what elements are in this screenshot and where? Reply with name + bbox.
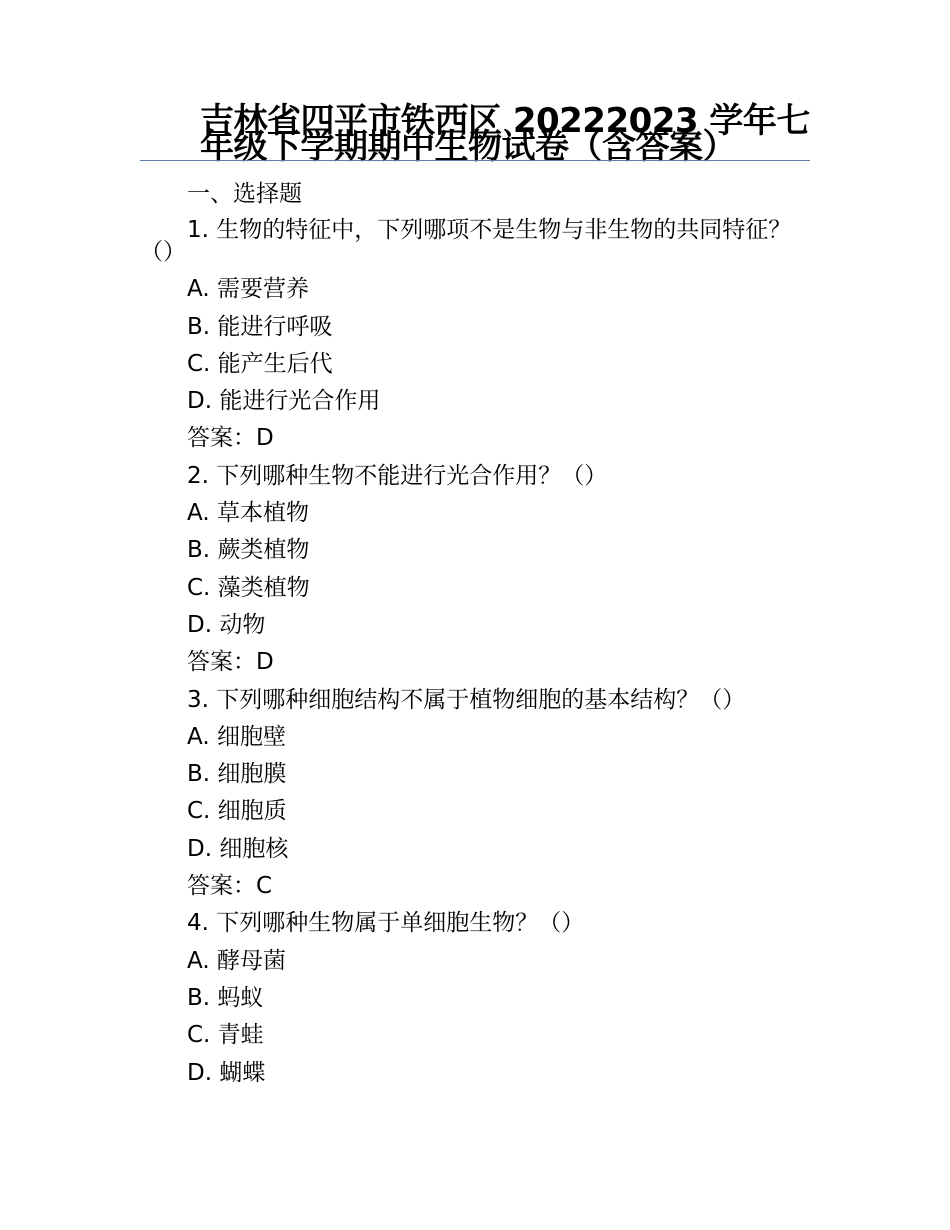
- section-heading: 一、选择题: [187, 181, 302, 207]
- option-1d: D. 能进行光合作用: [187, 388, 381, 415]
- option-1b: B. 能进行呼吸: [187, 313, 333, 340]
- question-stem-3: 3. 下列哪种细胞结构不属于植物细胞的基本结构？（）: [187, 686, 746, 713]
- option-3a: A. 细胞壁: [187, 723, 286, 750]
- option-4d: D. 蝴蝶: [187, 1059, 266, 1086]
- answer-2: 答案：D: [187, 649, 274, 676]
- option-4c: C. 青蛙: [187, 1022, 264, 1049]
- option-3b: B. 细胞膜: [187, 761, 287, 788]
- option-3d: D. 细胞核: [187, 835, 289, 862]
- question-stem-2: 2. 下列哪种生物不能进行光合作用？（）: [187, 462, 608, 489]
- title-underline: [140, 160, 810, 161]
- document-body: [140, 176, 810, 1092]
- answer-1: 答案：D: [187, 425, 274, 452]
- option-2b: B. 蕨类植物: [187, 537, 310, 564]
- question-stem-1: 1. 生物的特征中，下列哪项不是生物与非生物的共同特征？（）: [140, 217, 792, 266]
- option-4b: B. 蚂蚁: [187, 984, 264, 1011]
- question-stem-4: 4. 下列哪种生物属于单细胞生物？（）: [187, 910, 585, 937]
- option-4a: A. 酵母菌: [187, 947, 286, 974]
- answer-3: 答案：C: [187, 873, 273, 900]
- option-1c: C. 能产生后代: [187, 350, 333, 377]
- option-2a: A. 草本植物: [187, 500, 309, 527]
- option-3c: C. 细胞质: [187, 798, 287, 825]
- option-1a: A. 需要营养: [187, 276, 309, 303]
- option-2d: D. 动物: [187, 611, 266, 638]
- option-2c: C. 藻类植物: [187, 574, 310, 601]
- document-title: 吉林省四平市铁西区 20222023 学年七年级下学期期中生物试卷（含答案）: [200, 101, 810, 167]
